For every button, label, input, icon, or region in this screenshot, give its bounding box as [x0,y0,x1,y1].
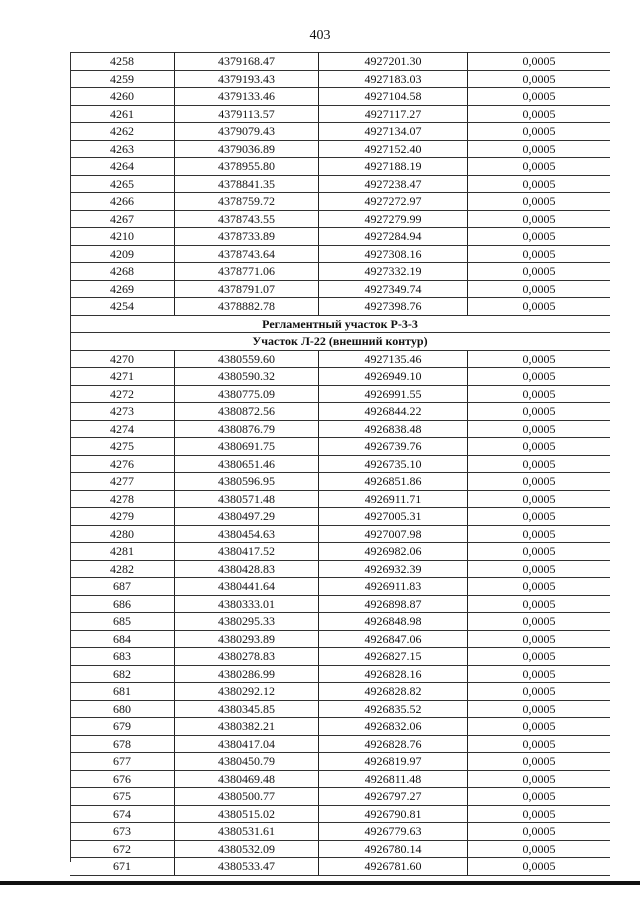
point-number: 4277 [70,473,175,491]
coordinates-table [70,52,610,876]
y-coordinate: 4927183.03 [319,70,468,88]
point-number: 4275 [70,438,175,456]
area-value: 0,0005 [468,543,611,561]
x-coordinate: 4380441.64 [175,578,319,596]
x-coordinate: 4380345.85 [175,700,319,718]
page-number: 403 [309,28,331,43]
table-row [70,350,610,368]
y-coordinate: 4926848.98 [319,613,468,631]
area-value: 0,0005 [468,578,611,596]
y-coordinate: 4926932.39 [319,560,468,578]
area-value: 0,0005 [468,123,611,141]
table-row [70,823,610,841]
table-section-headers [70,315,610,350]
table-row [70,140,610,158]
area-value: 0,0005 [468,630,611,648]
x-coordinate: 4380532.09 [175,840,319,858]
x-coordinate: 4380691.75 [175,438,319,456]
table-row [70,508,610,526]
y-coordinate: 4926828.82 [319,683,468,701]
point-number: 4274 [70,420,175,438]
y-coordinate: 4926949.10 [319,368,468,386]
area-value: 0,0005 [468,858,611,876]
point-number: 4272 [70,385,175,403]
x-coordinate: 4380559.60 [175,350,319,368]
area-value: 0,0005 [468,490,611,508]
point-number: 4259 [70,70,175,88]
y-coordinate: 4927398.76 [319,298,468,316]
x-coordinate: 4378743.55 [175,210,319,228]
x-coordinate: 4380533.47 [175,858,319,876]
x-coordinate: 4380596.95 [175,473,319,491]
table-row [70,123,610,141]
y-coordinate: 4927134.07 [319,123,468,141]
table-row [70,648,610,666]
table-row [70,840,610,858]
area-value: 0,0005 [468,245,611,263]
x-coordinate: 4378882.78 [175,298,319,316]
table-body-bottom [70,350,610,875]
x-coordinate: 4380515.02 [175,805,319,823]
y-coordinate: 4927238.47 [319,175,468,193]
table-row [70,700,610,718]
x-coordinate: 4380454.63 [175,525,319,543]
point-number: 4210 [70,228,175,246]
table-row [70,665,610,683]
area-value: 0,0005 [468,753,611,771]
table-row [70,735,610,753]
area-value: 0,0005 [468,823,611,841]
table-row [70,263,610,281]
area-value: 0,0005 [468,455,611,473]
area-value: 0,0005 [468,840,611,858]
x-coordinate: 4380293.89 [175,630,319,648]
point-number: 4269 [70,280,175,298]
point-number: 4258 [70,53,175,71]
x-coordinate: 4379193.43 [175,70,319,88]
point-number: 677 [70,753,175,771]
point-number: 4279 [70,508,175,526]
x-coordinate: 4380450.79 [175,753,319,771]
x-coordinate: 4378771.06 [175,263,319,281]
table-row [70,613,610,631]
subsection-title-row [70,333,610,351]
table-row [70,543,610,561]
y-coordinate: 4926911.83 [319,578,468,596]
y-coordinate: 4926832.06 [319,718,468,736]
area-value: 0,0005 [468,193,611,211]
table-row [70,298,610,316]
point-number: 685 [70,613,175,631]
point-number: 673 [70,823,175,841]
table-row [70,718,610,736]
table-row [70,385,610,403]
y-coordinate: 4927104.58 [319,88,468,106]
x-coordinate: 4380382.21 [175,718,319,736]
x-coordinate: 4379036.89 [175,140,319,158]
x-coordinate: 4378841.35 [175,175,319,193]
table-row [70,525,610,543]
point-number: 4260 [70,88,175,106]
y-coordinate: 4927349.74 [319,280,468,298]
y-coordinate: 4926739.76 [319,438,468,456]
y-coordinate: 4927284.94 [319,228,468,246]
table-row [70,473,610,491]
table-row [70,70,610,88]
point-number: 4261 [70,105,175,123]
area-value: 0,0005 [468,438,611,456]
x-coordinate: 4380500.77 [175,788,319,806]
table-row [70,175,610,193]
point-number: 672 [70,840,175,858]
y-coordinate: 4926797.27 [319,788,468,806]
area-value: 0,0005 [468,788,611,806]
table-row [70,158,610,176]
x-coordinate: 4379133.46 [175,88,319,106]
point-number: 671 [70,858,175,876]
point-number: 678 [70,735,175,753]
y-coordinate: 4926982.06 [319,543,468,561]
point-number: 4264 [70,158,175,176]
x-coordinate: 4380428.83 [175,560,319,578]
table-row [70,560,610,578]
x-coordinate: 4380295.33 [175,613,319,631]
area-value: 0,0005 [468,665,611,683]
point-number: 683 [70,648,175,666]
table-row [70,368,610,386]
point-number: 684 [70,630,175,648]
area-value: 0,0005 [468,228,611,246]
point-number: 676 [70,770,175,788]
y-coordinate: 4926811.48 [319,770,468,788]
table-row [70,595,610,613]
point-number: 4278 [70,490,175,508]
x-coordinate: 4378759.72 [175,193,319,211]
point-number: 687 [70,578,175,596]
area-value: 0,0005 [468,700,611,718]
y-coordinate: 4926898.87 [319,595,468,613]
area-value: 0,0005 [468,263,611,281]
table-row [70,105,610,123]
y-coordinate: 4927152.40 [319,140,468,158]
x-coordinate: 4378743.64 [175,245,319,263]
x-coordinate: 4380417.04 [175,735,319,753]
table-row [70,193,610,211]
point-number: 4280 [70,525,175,543]
table-row [70,53,610,71]
y-coordinate: 4926828.16 [319,665,468,683]
y-coordinate: 4926828.76 [319,735,468,753]
point-number: 680 [70,700,175,718]
table-body-top [70,53,610,316]
table-row [70,455,610,473]
area-value: 0,0005 [468,70,611,88]
point-number: 675 [70,788,175,806]
section-title: Регламентный участок Р-3-3 [70,315,610,333]
area-value: 0,0005 [468,368,611,386]
point-number: 4267 [70,210,175,228]
area-value: 0,0005 [468,595,611,613]
table-row [70,578,610,596]
table-row [70,805,610,823]
area-value: 0,0005 [468,648,611,666]
area-value: 0,0005 [468,805,611,823]
area-value: 0,0005 [468,508,611,526]
area-value: 0,0005 [468,140,611,158]
y-coordinate: 4926790.81 [319,805,468,823]
table-row [70,420,610,438]
x-coordinate: 4380531.61 [175,823,319,841]
point-number: 682 [70,665,175,683]
point-number: 674 [70,805,175,823]
x-coordinate: 4380571.48 [175,490,319,508]
y-coordinate: 4926735.10 [319,455,468,473]
y-coordinate: 4927005.31 [319,508,468,526]
table-row [70,683,610,701]
table-row [70,788,610,806]
y-coordinate: 4926827.15 [319,648,468,666]
y-coordinate: 4927188.19 [319,158,468,176]
y-coordinate: 4927007.98 [319,525,468,543]
scan-bottom-edge [0,881,640,885]
point-number: 686 [70,595,175,613]
y-coordinate: 4927308.16 [319,245,468,263]
x-coordinate: 4380651.46 [175,455,319,473]
table-row [70,438,610,456]
y-coordinate: 4927201.30 [319,53,468,71]
table-row [70,770,610,788]
x-coordinate: 4380876.79 [175,420,319,438]
x-coordinate: 4380286.99 [175,665,319,683]
point-number: 681 [70,683,175,701]
table-row [70,228,610,246]
table-row [70,245,610,263]
subsection-title: Участок Л-22 (внешний контур) [70,333,610,351]
point-number: 4270 [70,350,175,368]
x-coordinate: 4379079.43 [175,123,319,141]
table-row [70,403,610,421]
area-value: 0,0005 [468,158,611,176]
x-coordinate: 4380590.32 [175,368,319,386]
y-coordinate: 4926780.14 [319,840,468,858]
point-number: 4282 [70,560,175,578]
x-coordinate: 4380278.83 [175,648,319,666]
point-number: 4271 [70,368,175,386]
y-coordinate: 4926838.48 [319,420,468,438]
point-number: 4276 [70,455,175,473]
y-coordinate: 4926851.86 [319,473,468,491]
point-number: 4268 [70,263,175,281]
area-value: 0,0005 [468,718,611,736]
x-coordinate: 4380872.56 [175,403,319,421]
area-value: 0,0005 [468,683,611,701]
area-value: 0,0005 [468,420,611,438]
x-coordinate: 4380333.01 [175,595,319,613]
y-coordinate: 4926991.55 [319,385,468,403]
table-row [70,490,610,508]
y-coordinate: 4926819.97 [319,753,468,771]
y-coordinate: 4926835.52 [319,700,468,718]
y-coordinate: 4926911.71 [319,490,468,508]
area-value: 0,0005 [468,385,611,403]
area-value: 0,0005 [468,210,611,228]
area-value: 0,0005 [468,560,611,578]
point-number: 4254 [70,298,175,316]
point-number: 4266 [70,193,175,211]
x-coordinate: 4379113.57 [175,105,319,123]
x-coordinate: 4379168.47 [175,53,319,71]
table-row [70,630,610,648]
point-number: 4265 [70,175,175,193]
table-row [70,280,610,298]
point-number: 679 [70,718,175,736]
y-coordinate: 4927332.19 [319,263,468,281]
x-coordinate: 4378733.89 [175,228,319,246]
x-coordinate: 4380417.52 [175,543,319,561]
x-coordinate: 4378955.80 [175,158,319,176]
area-value: 0,0005 [468,280,611,298]
table-row [70,753,610,771]
area-value: 0,0005 [468,403,611,421]
x-coordinate: 4378791.07 [175,280,319,298]
y-coordinate: 4926847.06 [319,630,468,648]
x-coordinate: 4380775.09 [175,385,319,403]
table-row [70,858,610,876]
y-coordinate: 4927135.46 [319,350,468,368]
y-coordinate: 4926779.63 [319,823,468,841]
y-coordinate: 4927279.99 [319,210,468,228]
x-coordinate: 4380497.29 [175,508,319,526]
section-title-row [70,315,610,333]
area-value: 0,0005 [468,53,611,71]
table-row [70,210,610,228]
y-coordinate: 4927117.27 [319,105,468,123]
area-value: 0,0005 [468,105,611,123]
point-number: 4262 [70,123,175,141]
y-coordinate: 4927272.97 [319,193,468,211]
y-coordinate: 4926781.60 [319,858,468,876]
point-number: 4263 [70,140,175,158]
point-number: 4281 [70,543,175,561]
point-number: 4209 [70,245,175,263]
area-value: 0,0005 [468,613,611,631]
area-value: 0,0005 [468,298,611,316]
area-value: 0,0005 [468,473,611,491]
area-value: 0,0005 [468,175,611,193]
table-row [70,88,610,106]
area-value: 0,0005 [468,88,611,106]
area-value: 0,0005 [468,350,611,368]
y-coordinate: 4926844.22 [319,403,468,421]
point-number: 4273 [70,403,175,421]
area-value: 0,0005 [468,770,611,788]
area-value: 0,0005 [468,735,611,753]
x-coordinate: 4380292.12 [175,683,319,701]
area-value: 0,0005 [468,525,611,543]
x-coordinate: 4380469.48 [175,770,319,788]
